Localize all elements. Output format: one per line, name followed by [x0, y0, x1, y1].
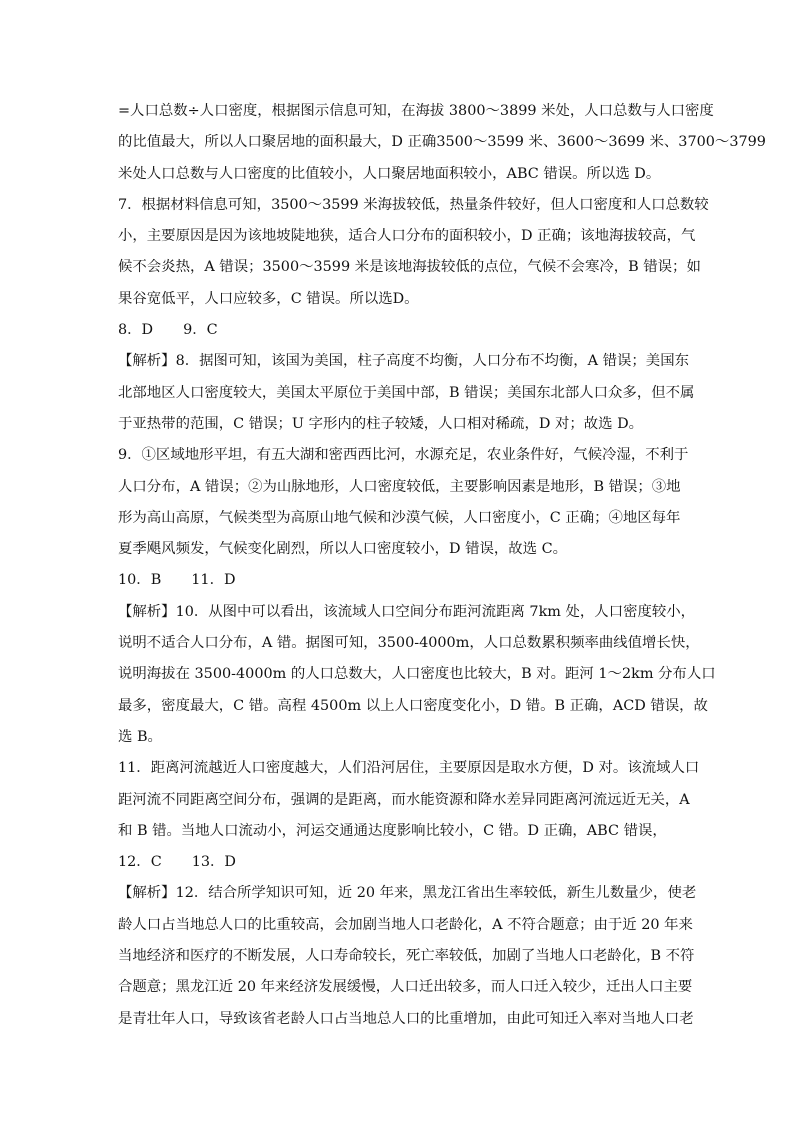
answer-11: 11．D	[191, 572, 236, 589]
text-line-29: 合题意；黑龙江近 20 年来经济发展缓慢，人口迁出较多，而人口迁入较少，迁出人口主要	[118, 979, 693, 996]
answer-line-8-9	[118, 315, 678, 346]
text-line-3: 米处人口总数与人口密度的比值较小，人口聚居地面积较小，ABC 错误。所以选 D。	[118, 165, 661, 182]
text-line-18: 说明不适合人口分布，A 错。据图可知，3500-4000m，人口总数累积频率曲线值增长快，	[118, 635, 700, 652]
text-line-5: 小，主要原因是因为该地坡陡地狭，适合人口分布的面积较小，D 正确；该地海拔较高，气	[118, 228, 696, 245]
text-line-12: 9．①区域地形平坦，有五大湖和密西西比河，水源充足，农业条件好，气候冷湿，不利于	[118, 447, 689, 464]
answer-9: 9．C	[183, 322, 218, 339]
text-line-24: 和 B 错。当地人口流动小，河运交通通达度影响比较小，C 错。D 正确，ABC 错误，	[118, 822, 667, 839]
text-line-15: 夏季飓风频发，气候变化剧烈，所以人口密度较小，D 错误，故选 C。	[118, 541, 568, 558]
text-line-17: 【解析】10．从图中可以看出，该流域人口空间分布距河流距离 7km 处，人口密度较小，	[118, 603, 696, 620]
text-line-21: 选 B。	[118, 728, 162, 745]
answer-10: 10．B	[118, 572, 162, 589]
text-line-27: 龄人口占当地总人口的比重较高，会加剧当地人口老龄化，A 不符合题意；由于近 20 年来	[118, 916, 693, 933]
text-line-28: 当地经济和医疗的不断发展，人口寿命较长，死亡率较低，加剧了当地人口老龄化，B 不符	[118, 948, 695, 965]
text-line-13: 人口分布，A 错误；②为山脉地形，人口密度较低，主要影响因素是地形，B 错误；③地	[118, 478, 681, 495]
text-line-11: 于亚热带的范围，C 错误；U 字形内的柱子较矮，人口相对稀疏，D 对；故选 D。	[118, 415, 644, 432]
answer-12: 12．C	[118, 854, 162, 871]
answer-8: 8．D	[118, 322, 154, 339]
answer-13: 13．D	[191, 854, 236, 871]
answer-line-12-13	[118, 847, 678, 878]
answer-line-10-11	[118, 565, 678, 596]
text-line-30: 是青壮年人口，导致该省老龄人口占当地总人口的比重增加，由此可知迁入率对当地人口老	[118, 1010, 694, 1027]
text-line-7: 果谷宽低平，人口应较多，C 错误。所以选D。	[118, 290, 419, 307]
text-line-4: 7．根据材料信息可知，3500～3599 米海拔较低，热量条件较好，但人口密度和人口总数较	[118, 196, 709, 213]
text-line-1: =人口总数÷人口密度，根据图示信息可知，在海拔 3800～3899 米处，人口总数与人口密度	[118, 103, 714, 119]
text-line-9: 【解析】8．据图可知，该国为美国，柱子高度不均衡，人口分布不均衡，A 错误；美国东	[118, 353, 689, 370]
text-line-14: 形为高山高原，气候类型为高原山地气候和沙漠气候，人口密度小，C 正确；④地区每年	[118, 509, 681, 526]
text-line-26: 【解析】12．结合所学知识可知，近 20 年来，黑龙江省出生率较低，新生儿数量少，使老	[118, 885, 697, 902]
text-line-23: 距河流不同距离空间分布，强调的是距离，而水能资源和降水差异同距离河流远近无关，A	[118, 791, 690, 808]
text-line-19: 说明海拔在 3500-4000m 的人口总数大，人口密度也比较大，B 对。距河 1～2km 分布人口	[118, 666, 716, 683]
text-line-20: 最多，密度最大，C 错。高程 4500m 以上人口密度变化小，D 错。B 正确，ACD 错误，故	[118, 697, 708, 714]
text-line-10: 北部地区人口密度较大，美国太平原位于美国中部，B 错误；美国东北部人口众多，但不属	[118, 384, 695, 401]
text-line-6: 候不会炎热，A 错误；3500～3599 米是该地海拔较低的点位，气候不会寒冷，B 错误；如	[118, 259, 701, 276]
document-page	[118, 96, 766, 1035]
text-line-2: 的比值最大，所以人口聚居地的面积最大，D 正确3500～3599 米、3600～3699 米、3700～3799	[118, 134, 766, 151]
text-line-22: 11．距离河流越近人口密度越大，人们沿河居住，主要原因是取水方便，D 对。该流域人口	[118, 760, 700, 777]
